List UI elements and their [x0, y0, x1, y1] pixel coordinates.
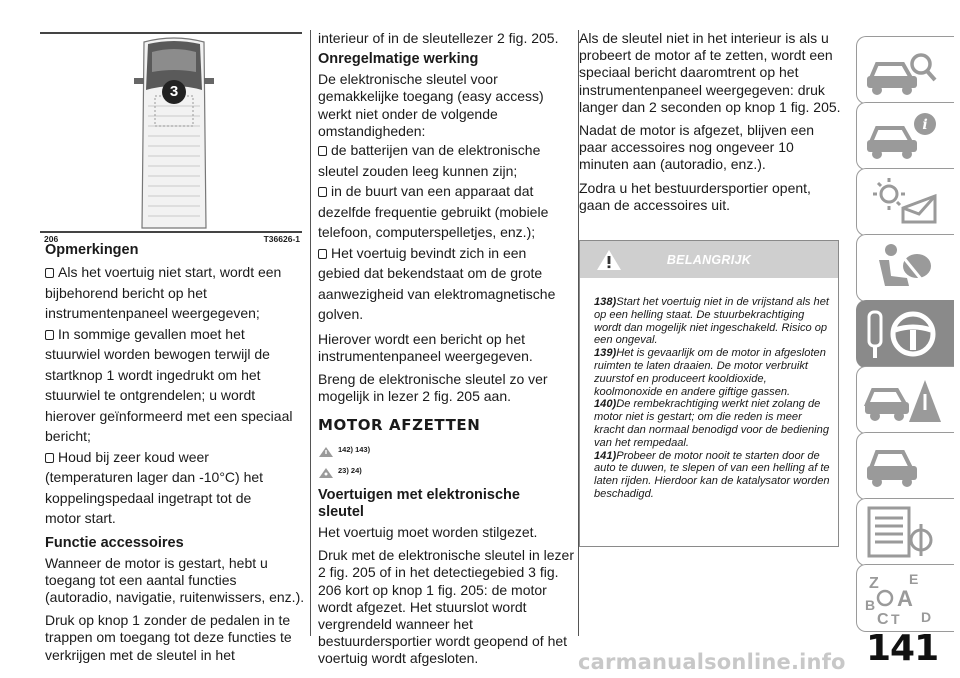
list-item — [318, 243, 576, 325]
heading-line: sleutel — [318, 503, 364, 520]
paragraph: Druk op knop 1 zonder de pedalen in te trappen om toegang tot deze functies te verkrijgen met de sleutel in het — [45, 612, 292, 663]
car-info-icon — [863, 108, 943, 164]
column-1 — [45, 242, 307, 670]
callout-3-label: 3 — [169, 83, 179, 100]
index-letter: T — [891, 611, 900, 626]
figure-number: 206 — [44, 234, 59, 244]
tab-alphabet-index[interactable] — [856, 564, 954, 632]
tab-checklist[interactable] — [856, 498, 954, 566]
reference-numbers: 23) 24) — [338, 465, 362, 475]
paragraph: Druk met de elektronische sleutel in lezer 2 fig. 205 of in het detectiegebied 3 fig. 206 kort op knop 1 fig. 205: de motor wordt afgezet. Het stuurslot wordt vergrendeld wanneer het bestuurdersportier wordt geopend of het voertuig wordt afgesloten. — [318, 547, 575, 667]
warning-item-text: Het is gevaarlijk om de motor in afgesloten ruimten te laten draaien. De motor verbruikt zuurstof en produceert kooldioxide, koolmonoxide en andere giftige gassen. — [594, 347, 826, 398]
checkbox-bullet-icon — [45, 453, 54, 463]
list-item-line: instrumentenpaneel weergegeven; — [45, 305, 260, 321]
checkbox-bullet-icon — [318, 187, 327, 197]
paragraph: Als de sleutel niet in het interieur is als u probeert de motor af te zetten, wordt een speciaal bericht daaromtrent op het instrumentenpaneel weergegeven: druk langer dan 2 seconden op knop 1 fig. 205. — [579, 30, 841, 115]
figure-code: T36626-1 — [263, 234, 300, 244]
index-letter: B — [865, 597, 876, 613]
warning-item-number: 140) — [594, 398, 617, 411]
list-item-line: aanwezigheid van elektromagnetische — [318, 285, 556, 302]
watermark: carmanualsonline.info — [578, 650, 846, 674]
warning-triangle-icon — [318, 446, 334, 458]
figure-bottom-rule — [40, 231, 302, 233]
figure-206 — [40, 32, 302, 244]
heading-line: Voertuigen met elektronische — [318, 486, 520, 503]
list-item — [318, 140, 576, 181]
list-item-line: de batterijen van de elektronische — [331, 142, 541, 159]
airbag-seat-icon — [863, 240, 943, 296]
key-steering-wheel-icon — [863, 306, 943, 362]
checkbox-bullet-icon — [318, 146, 327, 156]
heading-opmerkingen: Opmerkingen — [45, 242, 139, 258]
index-letter: D — [921, 609, 932, 625]
list-item-line: sleutel zouden leeg kunnen zijn; — [318, 162, 518, 179]
list-item — [318, 181, 576, 243]
list-item-line: dezelfde frequentie gebruikt (mobiele — [318, 203, 549, 220]
callout-3 — [162, 80, 186, 104]
warning-item-number: 141) — [594, 449, 617, 462]
car-hazard-icon — [863, 372, 943, 428]
warning-body — [580, 278, 838, 501]
tab-airbag-seat[interactable] — [856, 234, 954, 302]
paragraph: Het voertuig moet worden stilgezet. — [318, 523, 538, 540]
column-3 — [579, 30, 841, 220]
list-item-line: gebied dat bekendstaat om de grote — [318, 265, 543, 282]
warning-title: BELANGRIJK — [666, 253, 752, 267]
list-item-line: golven. — [318, 306, 364, 323]
caution-icon — [318, 467, 334, 479]
column-2 — [318, 30, 576, 674]
warning-item-text: Start het voertuig niet in de vrijstand als het op een helling staat. De stuurbekrachtiging wordt dan mogelijk niet ingeschakeld. Risico op een ongeval. — [594, 296, 829, 347]
warning-item — [594, 450, 831, 501]
paragraph: Hierover wordt een bericht op het instrumentenpaneel weergegeven. — [318, 330, 533, 364]
list-item-line: Het voertuig bevindt zich in een — [331, 244, 527, 261]
warning-box — [579, 240, 839, 547]
tab-car-info[interactable] — [856, 102, 954, 170]
list-item — [45, 324, 307, 447]
heading-voertuigen-elektronische-sleutel — [318, 487, 576, 521]
list-item-line: stuurwiel worden bewogen terwijl de — [45, 346, 270, 362]
checkbox-bullet-icon — [45, 268, 54, 278]
section-title-motor-afzetten: MOTOR AFZETTEN — [318, 416, 481, 435]
svg-text:i: i — [922, 117, 928, 133]
reference-row — [318, 441, 576, 458]
heading-functie-accessoires: Functie accessoires — [45, 534, 184, 551]
warning-item-number: 138) — [594, 296, 617, 308]
tab-car-service[interactable] — [856, 432, 954, 500]
index-letter: Z — [869, 575, 879, 592]
index-letter: E — [909, 571, 919, 587]
paragraph: De elektronische sleutel voor gemakkelijke toegang (easy access) werkt niet onder de volgende omstandigheden: — [318, 71, 544, 139]
checkbox-bullet-icon — [318, 249, 327, 259]
list-item-line: bericht; — [45, 428, 91, 444]
paragraph: Wanneer de motor is gestart, hebt u toegang tot een aantal functies (autoradio, navigatie, ruitenwissers, enz.). — [45, 554, 305, 605]
list-item-line: koppelingspedaal ingetrapt tot de — [45, 489, 252, 506]
paragraph: interieur of in de sleutellezer 2 fig. 205. — [318, 30, 559, 46]
list-item-line: startknop 1 wordt ingedrukt om het — [45, 366, 261, 383]
list-item-line: bijbehorend bericht op het — [45, 284, 207, 301]
heading-onregelmatige-werking: Onregelmatige werking — [318, 51, 479, 68]
warning-item-text: Probeer de motor nooit te starten door de auto te duwen, te slepen of van een helling af te laten rijden. Hierdoor kan de katalysator worden beschadigd. — [594, 449, 830, 500]
index-letter: C — [877, 611, 889, 626]
reference-numbers: 142) 143) — [338, 444, 371, 454]
warning-item-number: 139) — [594, 347, 617, 360]
malfunction-list — [318, 140, 576, 325]
car-search-icon — [863, 42, 943, 98]
checkbox-bullet-icon — [45, 330, 54, 340]
car-service-icon — [863, 438, 943, 494]
list-item-line: (temperaturen lager dan -10°C) het — [45, 469, 264, 485]
list-item-line: In sommige gevallen moet het — [58, 325, 245, 342]
warning-item — [594, 398, 831, 449]
list-item — [45, 262, 307, 324]
column-divider — [310, 30, 311, 636]
warning-item-text: De rembekrachtiging werkt niet zolang de motor niet is gestart; om die reden is meer kracht dan normaal benodigd voor de bediening van het rempedaal. — [594, 398, 829, 449]
van-top-view-illustration — [40, 32, 302, 230]
tab-warning-lights[interactable] — [856, 168, 954, 236]
list-item-line: in de buurt van een apparaat dat — [331, 183, 534, 200]
page-number: 141 — [866, 628, 939, 669]
warning-header — [580, 241, 838, 278]
alphabet-index-icon — [863, 570, 943, 626]
list-item-line: hierover geïnformeerd met een speciaal — [45, 407, 293, 424]
list-item-line: motor start. — [45, 510, 116, 526]
paragraph: Zodra u het bestuurdersportier opent, gaan de accessoires uit. — [579, 179, 811, 213]
paragraph: Nadat de motor is afgezet, blijven een paar accessoires nog ongeveer 10 minuten aan (autoradio, enz.). — [579, 122, 815, 173]
warning-item — [594, 347, 831, 398]
list-item-line: Als het voertuig niet start, wordt een — [58, 264, 282, 280]
reference-row — [318, 462, 576, 479]
warning-item — [594, 296, 831, 347]
tab-car-search[interactable] — [856, 36, 954, 104]
list-item-line: stuurwiel te ontgrendelen; u wordt — [45, 387, 256, 403]
warning-lights-icon — [863, 174, 943, 230]
checklist-icon — [863, 504, 943, 560]
note-list — [45, 262, 307, 529]
list-item — [45, 447, 307, 529]
index-letter: A — [897, 586, 913, 611]
list-item-line: telefoon, computerspelletjes, enz.); — [318, 224, 536, 241]
tab-car-hazard[interactable] — [856, 366, 954, 434]
tab-key-steering-wheel[interactable] — [856, 300, 954, 368]
paragraph: Breng de elektronische sleutel zo ver mogelijk in lezer 2 fig. 205 aan. — [318, 370, 548, 405]
list-item-line: Houd bij zeer koud weer — [58, 448, 209, 465]
